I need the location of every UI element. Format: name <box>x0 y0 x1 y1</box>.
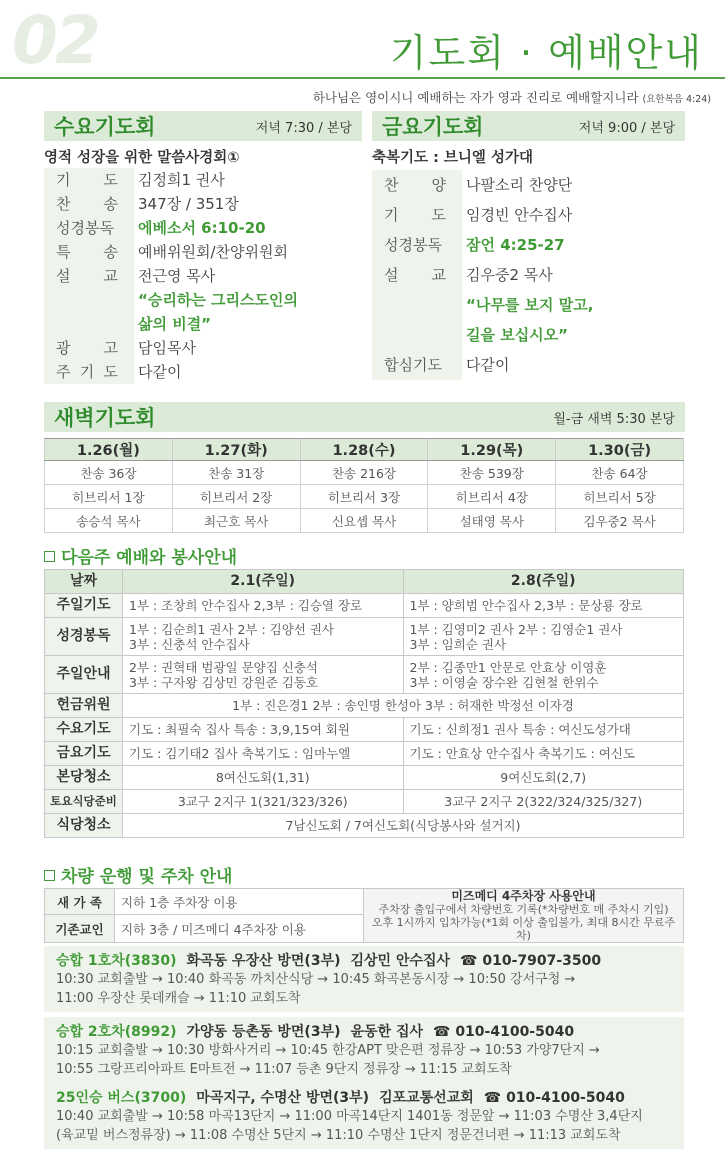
parking-value: 지하 1층 주차장 이용 <box>115 889 364 915</box>
dawn-date: 1.27(화) <box>172 439 300 461</box>
bus-phone: ☎ 010-7907-3500 <box>460 953 602 969</box>
order-row <box>44 168 362 192</box>
parking-notice <box>364 889 684 943</box>
title-rule <box>0 77 725 79</box>
order-row <box>44 336 362 360</box>
order-row <box>372 320 685 350</box>
bus-name: 승합 1호차(3830) <box>56 953 177 969</box>
cell: 1부 : 조창희 안수집사 2,3부 : 김승열 장로 <box>123 594 404 618</box>
table-row <box>45 594 684 618</box>
bus-driver: 김상민 안수집사 <box>350 953 451 969</box>
checkbox-icon <box>44 870 55 881</box>
order-label-char: 기 <box>79 363 95 381</box>
bus-route <box>44 946 684 1012</box>
order-value: 김정희1 권사 <box>134 168 362 192</box>
dawn-hymn: 찬송 216장 <box>300 461 428 485</box>
dawn-date: 1.28(수) <box>300 439 428 461</box>
row-label: 주일기도 <box>45 594 123 618</box>
order-label <box>44 240 134 264</box>
bus-name: 25인승 버스(3700) <box>56 1090 187 1106</box>
order-value: 다같이 <box>134 360 362 384</box>
order-label-char: 설 <box>56 267 71 285</box>
checkbox-icon <box>44 551 55 562</box>
cell: 9여신도회(2,7) <box>403 766 684 790</box>
friday-subtitle: 축복기도 : 브니엘 성가대 <box>372 150 534 166</box>
cell: 기도 : 신희정1 권사 특송 : 여신도성가대 <box>403 718 684 742</box>
order-value: “나무를 보지 말고, <box>462 290 685 320</box>
cell: 1부 : 김순희1 권사 2부 : 김양선 권사 3부 : 신충석 안수집사 <box>123 618 404 656</box>
dawn-table <box>44 438 684 533</box>
column-header: 날짜 <box>45 570 123 594</box>
order-label <box>44 168 134 192</box>
order-value: 임경빈 안수집사 <box>462 200 685 230</box>
order-label <box>44 336 134 360</box>
row-label: 성경봉독 <box>45 618 123 656</box>
bus-area: 화곡동 우장산 방면(3부) <box>186 953 341 969</box>
cell: 1부 : 양희범 안수집사 2,3부 : 문상룡 장로 <box>403 594 684 618</box>
bus-header <box>56 1087 672 1107</box>
dawn-hymn: 찬송 31장 <box>172 461 300 485</box>
dawn-text: 히브리서 5장 <box>556 485 684 509</box>
order-label-char: 성경봉독 <box>56 219 114 237</box>
bible-verse <box>313 88 711 106</box>
dawn-date: 1.29(목) <box>428 439 556 461</box>
order-label <box>372 170 462 200</box>
order-value: 잠언 4:25-27 <box>462 230 685 260</box>
parking-title: 차량 운행 및 주차 안내 <box>61 867 233 887</box>
dawn-date: 1.30(금) <box>556 439 684 461</box>
wednesday-header <box>44 111 362 141</box>
order-value: 에베소서 6:10-20 <box>134 216 362 240</box>
order-row <box>372 170 685 200</box>
dawn-title: 새벽기도회 <box>54 406 156 430</box>
cell: 3교구 2지구 2(322/324/325/327) <box>403 790 684 814</box>
order-value: 예배위원회/찬양위원회 <box>134 240 362 264</box>
bus-route <box>44 1083 684 1149</box>
dawn-text: 히브리서 4장 <box>428 485 556 509</box>
order-label <box>372 200 462 230</box>
dawn-header <box>44 402 685 432</box>
cell: 3교구 2지구 1(321/323/326) <box>123 790 404 814</box>
table-row <box>45 790 684 814</box>
order-label-char: 고 <box>103 339 118 357</box>
bus-phone: ☎ 010-4100-5040 <box>483 1090 625 1106</box>
dawn-preacher: 김우중2 목사 <box>556 509 684 533</box>
order-label-char: 송 <box>103 243 118 261</box>
row-label: 토요식당준비 <box>45 790 123 814</box>
order-label <box>44 216 134 240</box>
verse-ref: (요한복음 4:24) <box>642 94 711 105</box>
order-label-char: 교 <box>103 267 118 285</box>
bus-route <box>44 1017 684 1083</box>
dawn-header-row <box>45 439 684 461</box>
verse-text: 하나님은 영이시니 예배하는 자가 영과 진리로 예배할지니라 <box>312 90 639 105</box>
bus-schedule-line: (육교밑 버스정류장) → 11:08 수명산 5단지 → 11:10 수명산 1단지 정문건너편 → 11:13 교회도착 <box>56 1128 621 1143</box>
cell: 기도 : 최필숙 집사 특송 : 3,9,15여 회원 <box>123 718 404 742</box>
order-value: 나팔소리 찬양단 <box>462 170 685 200</box>
order-value: 전근영 목사 <box>134 264 362 288</box>
order-label-char: 찬 <box>384 176 399 194</box>
bus-schedule-line: 10:40 교회출발 → 10:58 마곡13단지 → 11:00 마곡14단지 1401동 정문앞 → 11:03 수명산 3,4단지 <box>56 1109 643 1124</box>
table-row <box>45 814 684 838</box>
order-row <box>44 312 362 336</box>
notice-title: 미즈메디 4주차장 사용안내 <box>451 888 596 903</box>
dawn-text: 히브리서 2장 <box>172 485 300 509</box>
column-header: 2.8(주일) <box>403 570 684 594</box>
order-label-char: 찬 <box>56 195 71 213</box>
bus-area: 마곡지구, 수명산 방면(3부) <box>196 1090 370 1106</box>
table-row <box>45 742 684 766</box>
friday-title: 금요기도회 <box>382 115 484 139</box>
dawn-text: 히브리서 3장 <box>300 485 428 509</box>
order-label-char: 양 <box>431 176 446 194</box>
cell: 8여신도회(1,31) <box>123 766 404 790</box>
bus-schedule-line: 10:55 그랑프리아파트 E마트전 → 11:07 등촌 9단지 정류장 → 11:15 교회도착 <box>56 1062 512 1077</box>
bus-schedule-line: 10:15 교회출발 → 10:30 방화사거리 → 10:45 한강APT 맞은편 정류장 → 10:53 가양7단지 → <box>56 1043 600 1058</box>
column-header: 2.1(주일) <box>123 570 404 594</box>
table-row <box>45 766 684 790</box>
order-label-char: 송 <box>103 195 118 213</box>
order-row <box>44 360 362 384</box>
order-row <box>44 192 362 216</box>
bus-header <box>56 1021 672 1041</box>
cell: 2부 : 권혁태 범광일 문양집 신충석 3부 : 구자왕 김상민 강원준 김동호 <box>123 656 404 694</box>
parking-label: 기존교인 <box>45 915 115 943</box>
friday-header <box>372 111 685 141</box>
row-label: 헌금위원 <box>45 694 123 718</box>
order-label <box>372 260 462 290</box>
dawn-date: 1.26(월) <box>45 439 173 461</box>
order-value: 삶의 비결” <box>134 312 362 336</box>
order-label <box>44 360 134 384</box>
order-label <box>372 230 462 260</box>
wednesday-title: 수요기도회 <box>54 115 156 139</box>
order-label-char: 교 <box>431 266 446 284</box>
cell: 1부 : 김영미2 권사 2부 : 김영순1 권사 3부 : 임희순 권사 <box>403 618 684 656</box>
order-label-char: 도 <box>431 206 446 224</box>
table-row <box>45 509 684 533</box>
order-label-char: 특 <box>56 243 71 261</box>
nextweek-title: 다음주 예배와 봉사안내 <box>61 548 238 568</box>
dawn-preacher: 신요셉 목사 <box>300 509 428 533</box>
order-label-char: 주 <box>56 363 71 381</box>
order-label-char: 성경봉독 <box>384 236 442 254</box>
table-row <box>45 718 684 742</box>
dawn-preacher: 송승석 목사 <box>45 509 173 533</box>
table-row <box>45 461 684 485</box>
order-label-char: 광 <box>56 339 71 357</box>
cell: 기도 : 안효상 안수집사 축복기도 : 여신도 <box>403 742 684 766</box>
bus-schedule-line: 10:30 교회출발 → 10:40 화곡동 까치산식당 → 10:45 화곡본동시장 → 10:50 강서구청 → <box>56 972 576 987</box>
bus-area: 가양동 등촌동 방면(3부) <box>186 1024 341 1040</box>
friday-time: 저녁 9:00 / 본당 <box>578 120 675 136</box>
order-row <box>372 290 685 320</box>
order-value: “승리하는 그리스도인의 <box>134 288 362 312</box>
order-row <box>44 216 362 240</box>
dawn-hymn: 찬송 64장 <box>556 461 684 485</box>
friday-order <box>372 170 685 380</box>
parking-label: 새 가 족 <box>45 889 115 915</box>
bus-driver: 김포교통선교회 <box>379 1090 474 1106</box>
order-label-char: 기 <box>384 206 399 224</box>
order-row <box>44 264 362 288</box>
wednesday-order <box>44 168 362 384</box>
row-label: 본당청소 <box>45 766 123 790</box>
parking-value: 지하 3층 / 미즈메디 4주차장 이용 <box>115 915 364 943</box>
notice-line: 주차장 출입구에서 차량번호 기록(*차량번호 매 주차시 기입) <box>378 902 669 916</box>
bus-driver: 윤동한 집사 <box>350 1024 423 1040</box>
wednesday-subtitle: 영적 성장을 위한 말씀사경회① <box>44 150 240 166</box>
nextweek-heading <box>44 543 237 568</box>
cell: 2부 : 김종만1 안문로 안효상 이영훈 3부 : 이영술 장수완 김현철 한위수 <box>403 656 684 694</box>
order-value: 347장 / 351장 <box>134 192 362 216</box>
row-label: 수요기도 <box>45 718 123 742</box>
table-row <box>45 485 684 509</box>
table-header-row <box>45 570 684 594</box>
dawn-preacher: 최근호 목사 <box>172 509 300 533</box>
dawn-text: 히브리서 1장 <box>45 485 173 509</box>
table-row <box>45 618 684 656</box>
order-label <box>372 350 462 380</box>
order-value: 김우중2 목사 <box>462 260 685 290</box>
cell: 7남신도회 / 7여신도회(식당봉사와 설거지) <box>123 814 684 838</box>
order-label <box>44 264 134 288</box>
page-title: 기도회 · 예배안내 <box>389 31 703 75</box>
dawn-hymn: 찬송 539장 <box>428 461 556 485</box>
order-value: 담임목사 <box>134 336 362 360</box>
order-label-char: 설 <box>384 266 399 284</box>
row-label: 주일안내 <box>45 656 123 694</box>
order-label-char: 도 <box>103 363 118 381</box>
table-row <box>45 656 684 694</box>
dawn-hymn: 찬송 36장 <box>45 461 173 485</box>
order-value: 길을 보십시오” <box>462 320 685 350</box>
order-label <box>44 192 134 216</box>
dawn-preacher: 설태영 목사 <box>428 509 556 533</box>
cell: 기도 : 김기태2 집사 축복기도 : 임마누엘 <box>123 742 404 766</box>
order-label-char: 도 <box>103 171 118 189</box>
cell: 1부 : 진은경1 2부 : 송인명 한성아 3부 : 허재한 박정선 이자경 <box>123 694 684 718</box>
nextweek-table <box>44 569 684 838</box>
parking-heading <box>44 862 232 887</box>
order-row <box>44 240 362 264</box>
page-number: 02 <box>12 2 98 79</box>
row-label: 금요기도 <box>45 742 123 766</box>
parking-table <box>44 888 684 943</box>
bus-header <box>56 950 672 970</box>
wednesday-time: 저녁 7:30 / 본당 <box>255 120 352 136</box>
bus-name: 승합 2호차(8992) <box>56 1024 177 1040</box>
order-value: 다같이 <box>462 350 685 380</box>
order-label-char: 합심기도 <box>384 356 442 374</box>
notice-line: 오후 1시까지 입차가능(*1회 이상 출입불가, 최대 8시간 무료주차) <box>371 915 676 942</box>
order-row <box>372 350 685 380</box>
order-row <box>372 200 685 230</box>
dawn-time: 월-금 새벽 5:30 본당 <box>553 411 675 427</box>
row-label: 식당청소 <box>45 814 123 838</box>
bus-schedule-line: 11:00 우장산 롯데캐슬 → 11:10 교회도착 <box>56 991 301 1006</box>
order-row <box>372 260 685 290</box>
order-label-char: 기 <box>56 171 71 189</box>
table-row <box>45 694 684 718</box>
bus-phone: ☎ 010-4100-5040 <box>433 1024 575 1040</box>
order-row <box>44 288 362 312</box>
order-row <box>372 230 685 260</box>
